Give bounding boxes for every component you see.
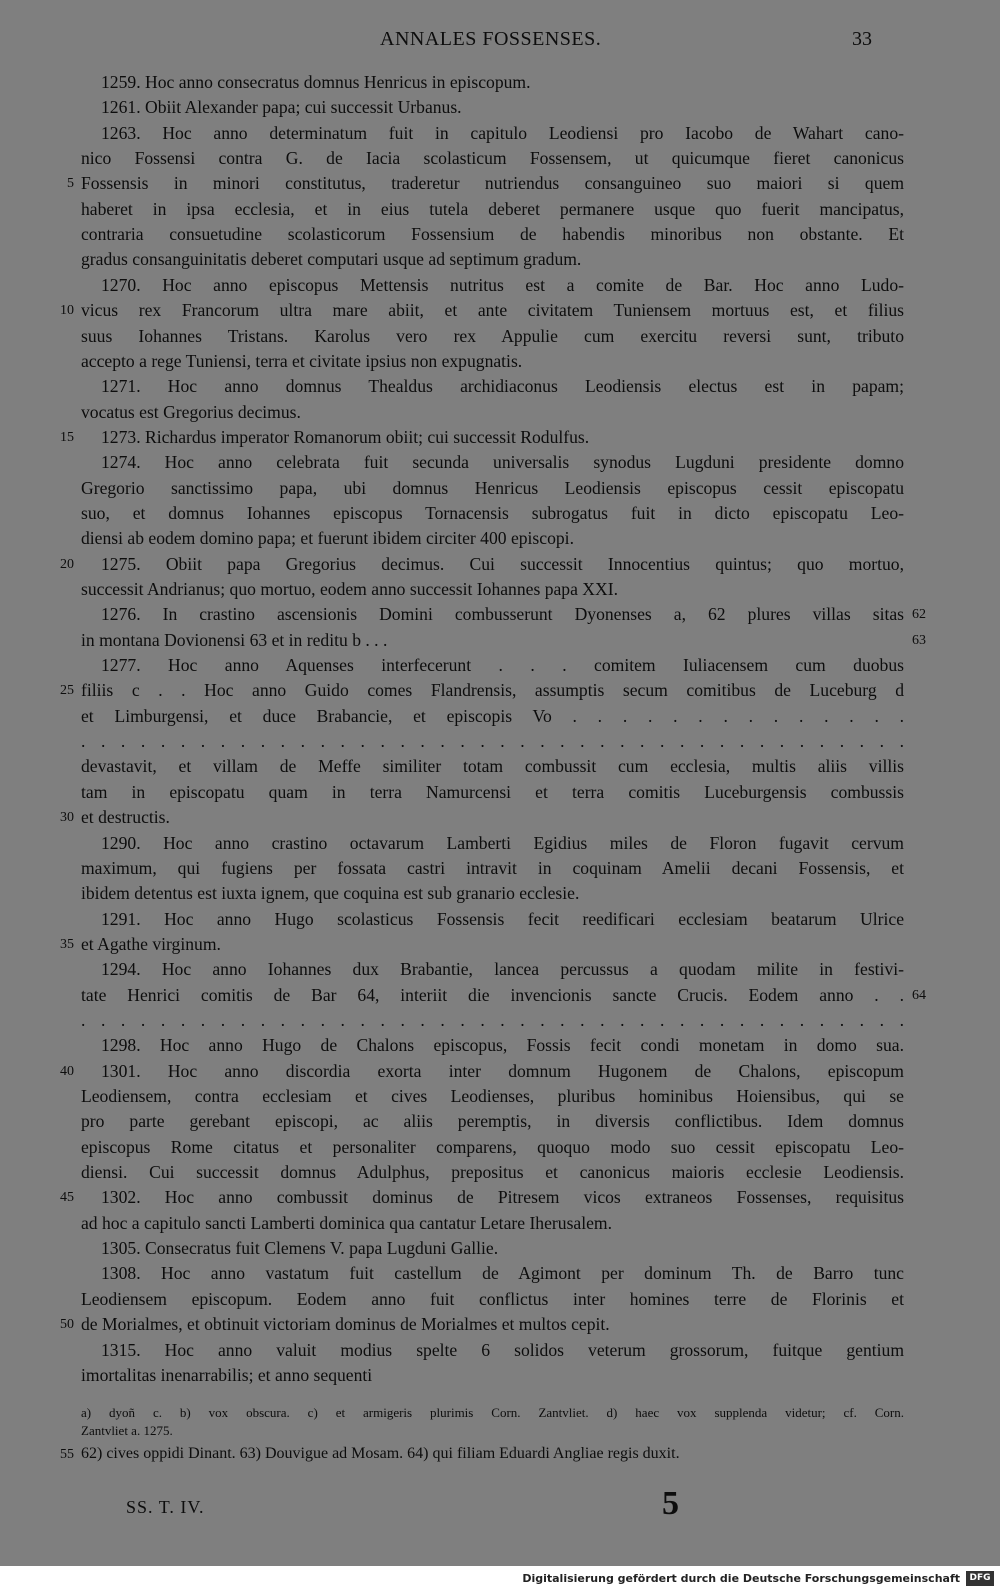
text-line: et Agathe virginum.: [81, 933, 221, 954]
text-line: et destructis.: [81, 807, 170, 828]
text-line: et Limburgensi, et duce Brabancie, et episcopis Vo . . . . . . . . . . . . . .: [81, 705, 904, 726]
line-number: 30: [60, 810, 74, 826]
text-line: 1277. Hoc anno Aquenses interfecerunt . . . comitem Iuliacensem cum duobus: [101, 655, 904, 676]
text-line: gradus consanguinitatis deberet computari usque ad septimum gradum.: [81, 249, 582, 270]
text-line: vocatus est Gregorius decimus.: [81, 401, 301, 422]
text-line: diensi ab eodem domino papa; et fuerunt ibidem circiter 400 episcopi.: [81, 528, 574, 549]
line-number: 5: [67, 176, 74, 192]
text-line: 1294. Hoc anno Iohannes dux Brabantie, lancea percussus a quodam milite in festivi-: [101, 959, 904, 980]
text-line: 1276. In crastino ascensionis Domini combusserunt Dyonenses a, 62 plures villas sitas: [101, 604, 904, 625]
line-number: 45: [60, 1190, 74, 1206]
signature-number: 5: [662, 1485, 679, 1522]
running-title: ANNALES FOSSENSES.: [380, 28, 602, 50]
text-line: . . . . . . . . . . . . . . . . . . . . . . . . . . . . . . . . . . . . . . . . . .: [81, 731, 904, 752]
text-line: 1275. Obiit papa Gregorius decimus. Cui successit Innocentius quintus; quo mortuo,: [101, 553, 904, 574]
text-line: imortalitas inenarrabilis; et anno sequenti: [81, 1364, 373, 1385]
line-number: 40: [60, 1063, 74, 1079]
text-line: 1308. Hoc anno vastatum fuit castellum de Agimont per dominum Th. de Barro tunc: [101, 1263, 904, 1284]
text-line: 1259. Hoc anno consecratus domnus Henricus in episcopum.: [101, 72, 531, 92]
margin-note-number: 62: [912, 607, 926, 623]
dfg-credit: Digitalisierung gefördert durch die Deutsche Forschungsgemeinschaft: [522, 1572, 960, 1585]
footnote-line: Zantvliet a. 1275.: [81, 1423, 173, 1438]
line-number: 20: [60, 556, 74, 572]
text-line: 1315. Hoc anno valuit modius spelte 6 solidos veterum grossorum, fuitque gentium: [101, 1339, 904, 1360]
text-line: suo, et domnus Iohannes episcopus Tornacensis subrogatus fuit in dicto episcopatu Leo-: [81, 502, 904, 523]
text-line: de Morialmes, et obtinuit victoriam dominus de Morialmes et multos cepit.: [81, 1314, 610, 1335]
text-line: vicus rex Francorum ultra mare abiit, et ante civitatem Tuniensem mortuus est, et filius: [81, 300, 904, 321]
dfg-logo: DFG: [966, 1571, 994, 1586]
text-line: 1271. Hoc anno domnus Thealdus archidiaconus Leodiensis electus est in papam;: [101, 376, 904, 397]
line-number: 50: [60, 1317, 74, 1333]
footnote-line: 62) cives oppidi Dinant. 63) Douvigue ad Mosam. 64) qui filiam Eduardi Angliae regis duxit.: [81, 1445, 680, 1462]
text-line: devastavit, et villam de Meffe similiter totam combussit cum ecclesia, multis aliis villis: [81, 756, 904, 777]
footnote-line: a) dyoñ c. b) vox obscura. c) et armigeris plurimis Corn. Zantvliet. d) haec vox supplenda videtur; cf. Corn.: [81, 1405, 904, 1420]
text-line: . . . . . . . . . . . . . . . . . . . . . . . . . . . . . . . . . . . . . . . . . .: [81, 1009, 904, 1030]
text-line: successit Andrianus; quo mortuo, eodem anno successit Iohannes papa XXI.: [81, 579, 618, 599]
text-line: Leodiensem, contra ecclesiam et cives Leodienses, pluribus hominibus Hoiensibus, qui se: [81, 1086, 904, 1106]
text-line: tate Henrici comitis de Bar 64, interiit die invencionis sancte Crucis. Eodem anno . .: [81, 984, 904, 1005]
text-line: Fossensis in minori constitutus, traderetur nutriendus consanguineo suo maiori si quem: [81, 173, 904, 194]
text-line: pro parte gerebant episcopi, ac aliis peremptis, in diversis conflictibus. Idem domnus: [81, 1111, 904, 1132]
text-line: 1301. Hoc anno discordia exorta inter domnum Hugonem de Chalons, episcopum: [101, 1060, 904, 1081]
text-line: 1274. Hoc anno celebrata fuit secunda universalis synodus Lugduni presidente domno: [101, 452, 904, 473]
line-number: 25: [60, 683, 74, 699]
text-line: accepto a rege Tuniensi, terra et civitate ipsius non expugnatis.: [81, 350, 523, 371]
text-line: episcopus Rome citatus et personaliter comparens, quoquo modo suo cessit episcopatu Leo-: [81, 1136, 904, 1157]
text-line: contraria consuetudine scolasticorum Fossensium de habendis minoribus non obstante. Et: [81, 224, 904, 245]
text-line: 1302. Hoc anno combussit dominus de Pitresem vicos extraneos Fossenses, requisitus: [101, 1187, 904, 1208]
text-line: 1290. Hoc anno crastino octavarum Lamberti Egidius miles de Floron fugavit cervum: [101, 832, 904, 853]
margin-note-number: 64: [912, 987, 926, 1003]
text-line: Gregorio sanctissimo papa, ubi domnus Henricus Leodiensis episcopus cessit episcopatu: [81, 477, 904, 498]
text-line: tam in episcopatu quam in terra Namurcensi et terra comitis Luceburgensis combussis: [81, 781, 904, 802]
line-number: 15: [60, 429, 74, 445]
dfg-footer-bar: [0, 1566, 1000, 1592]
line-number: 10: [60, 303, 74, 319]
line-number: 35: [60, 936, 74, 952]
line-number: 55: [60, 1447, 74, 1462]
text-line: maximum, qui fugiens per fossata castri intravit in coquinam Amelii decani Fossensis, et: [81, 857, 904, 878]
page-number: 33: [852, 28, 872, 50]
text-line: 1270. Hoc anno episcopus Mettensis nutritus est a comite de Bar. Hoc anno Ludo-: [101, 274, 904, 295]
text-line: filiis c . . Hoc anno Guido comes Flandrensis, assumptis secum comitibus de Luceburg d: [81, 680, 904, 701]
margin-note-number: 63: [912, 632, 926, 648]
text-line: in montana Dovionensi 63 et in reditu b . . .: [81, 629, 388, 650]
text-line: suus Iohannes Tristans. Karolus vero rex Appulie cum exercitu reversi sunt, tributo: [81, 325, 904, 346]
text-line: 1298. Hoc anno Hugo de Chalons episcopus, Fossis fecit condi monetam in domo sua.: [101, 1035, 904, 1056]
text-line: diensi. Cui successit domnus Adulphus, prepositus et canonicus maioris ecclesie Leodiensis.: [81, 1162, 904, 1183]
signature-mark: SS. T. IV.: [126, 1497, 205, 1517]
text-line: 1273. Richardus imperator Romanorum obiit; cui successit Rodulfus.: [101, 426, 590, 447]
text-line: 1261. Obiit Alexander papa; cui successit Urbanus.: [101, 97, 462, 118]
text-line: 1291. Hoc anno Hugo scolasticus Fossensis fecit reedificari ecclesiam beatarum Ulrice: [101, 908, 904, 929]
text-line: 1305. Consecratus fuit Clemens V. papa Lugduni Gallie.: [101, 1238, 499, 1259]
text-line: ad hoc a capitulo sancti Lamberti dominica qua cantatur Letare Iherusalem.: [81, 1212, 612, 1233]
text-line: nico Fossensi contra G. de Iacia scolasticum Fossensem, ut quicumque fieret canonicus: [81, 148, 904, 169]
text-line: haberet in ipsa ecclesia, et in eius tutela deberet permanere usque quo fuerit mancipatus,: [81, 198, 904, 219]
text-line: Leodiensem episcopum. Eodem anno fuit conflictus inter homines terre de Florinis et: [81, 1288, 904, 1309]
text-line: 1263. Hoc anno determinatum fuit in capitulo Leodiensi pro Iacobo de Wahart cano-: [101, 122, 904, 143]
text-line: ibidem detentus est iuxta ignem, que coquina est sub granario ecclesie.: [81, 883, 580, 904]
